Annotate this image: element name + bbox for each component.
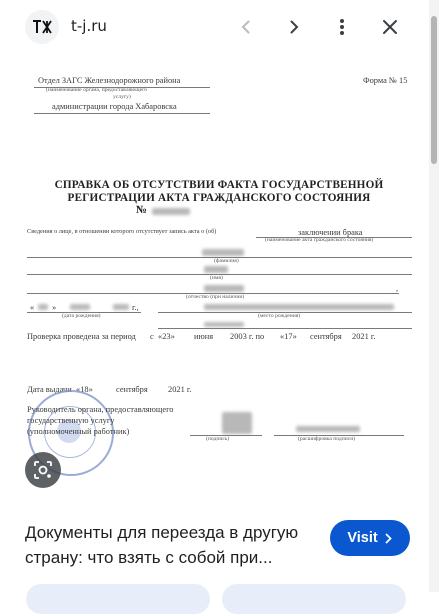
image-search-icon [33, 460, 53, 480]
birth-place-caption: (место рождения) [258, 313, 301, 319]
head-line-2: государственную услугу [27, 416, 115, 425]
redacted-patronymic [204, 285, 244, 292]
issue-year: 2021 г. [168, 385, 192, 394]
redacted-number [152, 208, 190, 215]
quote-open: « [30, 303, 35, 312]
close-icon [382, 19, 398, 35]
redacted-birth-place-2 [204, 322, 244, 327]
scrollbar-thumb[interactable] [431, 16, 437, 164]
doc-title-line-1: СПРАВКА ОБ ОТСУТСТВИИ ФАКТА ГОСУДАРСТВЕННОЙ [54, 179, 384, 191]
birth-date-caption: (дата рождения) [62, 313, 101, 319]
org-caption-1: (наименование органа, предоставляющего [46, 87, 148, 93]
name-caption: (имя) [210, 275, 223, 281]
document-image[interactable] [18, 60, 420, 500]
check-from-year: 2003 г. по [230, 332, 265, 341]
more-vert-icon [334, 18, 350, 36]
rule [158, 328, 412, 329]
check-to-month: сентября [310, 332, 342, 341]
person-info-text: Сведения о лице, в отношении которого отсутствует запись акта о (об) [27, 228, 217, 235]
redacted-signature-name [296, 426, 360, 432]
tj-logo-glyph [32, 19, 52, 35]
redacted-birth-year [113, 304, 129, 310]
head-line-3: (уполномоченный работник) [27, 427, 130, 436]
act-type: заключении брака [298, 228, 363, 237]
scrollbar-track[interactable] [429, 0, 439, 592]
check-from-day: «23» [158, 332, 175, 341]
back-button[interactable] [232, 13, 260, 41]
quote-close: » [52, 303, 57, 312]
head-line-1: Руководитель органа, предоставляющего [27, 405, 174, 414]
patronymic-caption: (отчество (при наличии) [186, 294, 245, 300]
top-bar [0, 0, 439, 54]
signature [222, 412, 252, 434]
org-line-2: администрации города Хабаровска [52, 102, 177, 111]
chevron-left-icon [238, 19, 254, 35]
org-caption-2: услугу) [113, 94, 131, 100]
related-chip[interactable] [222, 584, 406, 614]
issue-month: сентября [116, 385, 148, 394]
rule [34, 113, 210, 114]
redacted-birth-day [38, 304, 48, 310]
issue-label: Дата выдачи [27, 385, 72, 394]
close-button[interactable] [376, 13, 404, 41]
visit-label: Visit [347, 530, 378, 546]
signature-decode-caption: (расшифровка подписи) [298, 436, 356, 442]
signature-caption: (подпись) [206, 436, 230, 442]
site-name[interactable]: t-j.ru [71, 17, 107, 35]
doc-number-label: № [136, 204, 148, 216]
org-line-1: Отдел ЗАГС Железнодорожного района [38, 76, 181, 85]
visual-search-button[interactable] [25, 452, 61, 488]
forward-button[interactable] [280, 13, 308, 41]
check-text: Проверка проведена за период [27, 332, 136, 341]
comma: , [396, 284, 399, 293]
image-caption[interactable]: Документы для переезда в другую страну: что взять с собой при... [25, 523, 299, 567]
redacted-birth-month [70, 304, 90, 310]
more-options-button[interactable] [328, 13, 356, 41]
redacted-surname [202, 249, 244, 256]
doc-title-line-2: РЕГИСТРАЦИИ АКТА ГРАЖДАНСКОГО СОСТОЯНИЯ [67, 192, 371, 204]
issue-day: «18» [76, 385, 93, 394]
check-to-day: «17» [280, 332, 297, 341]
chevron-right-icon [384, 533, 393, 544]
redacted-birth-place [204, 304, 394, 310]
check-from-month: июня [194, 332, 214, 341]
year-suffix: г., [132, 303, 139, 312]
chevron-right-icon [286, 19, 302, 35]
tj-logo-icon[interactable] [25, 10, 59, 44]
act-type-caption: (наименование акта гражданского состояния) [265, 237, 374, 243]
redacted-name [204, 266, 228, 273]
check-from-label: с [150, 332, 154, 341]
check-to-year: 2021 г. [352, 332, 376, 341]
surname-caption: (фамилия) [214, 258, 239, 264]
form-number: Форма № 15 [363, 76, 408, 85]
related-chip[interactable] [26, 584, 210, 614]
visit-button[interactable] [330, 520, 410, 556]
